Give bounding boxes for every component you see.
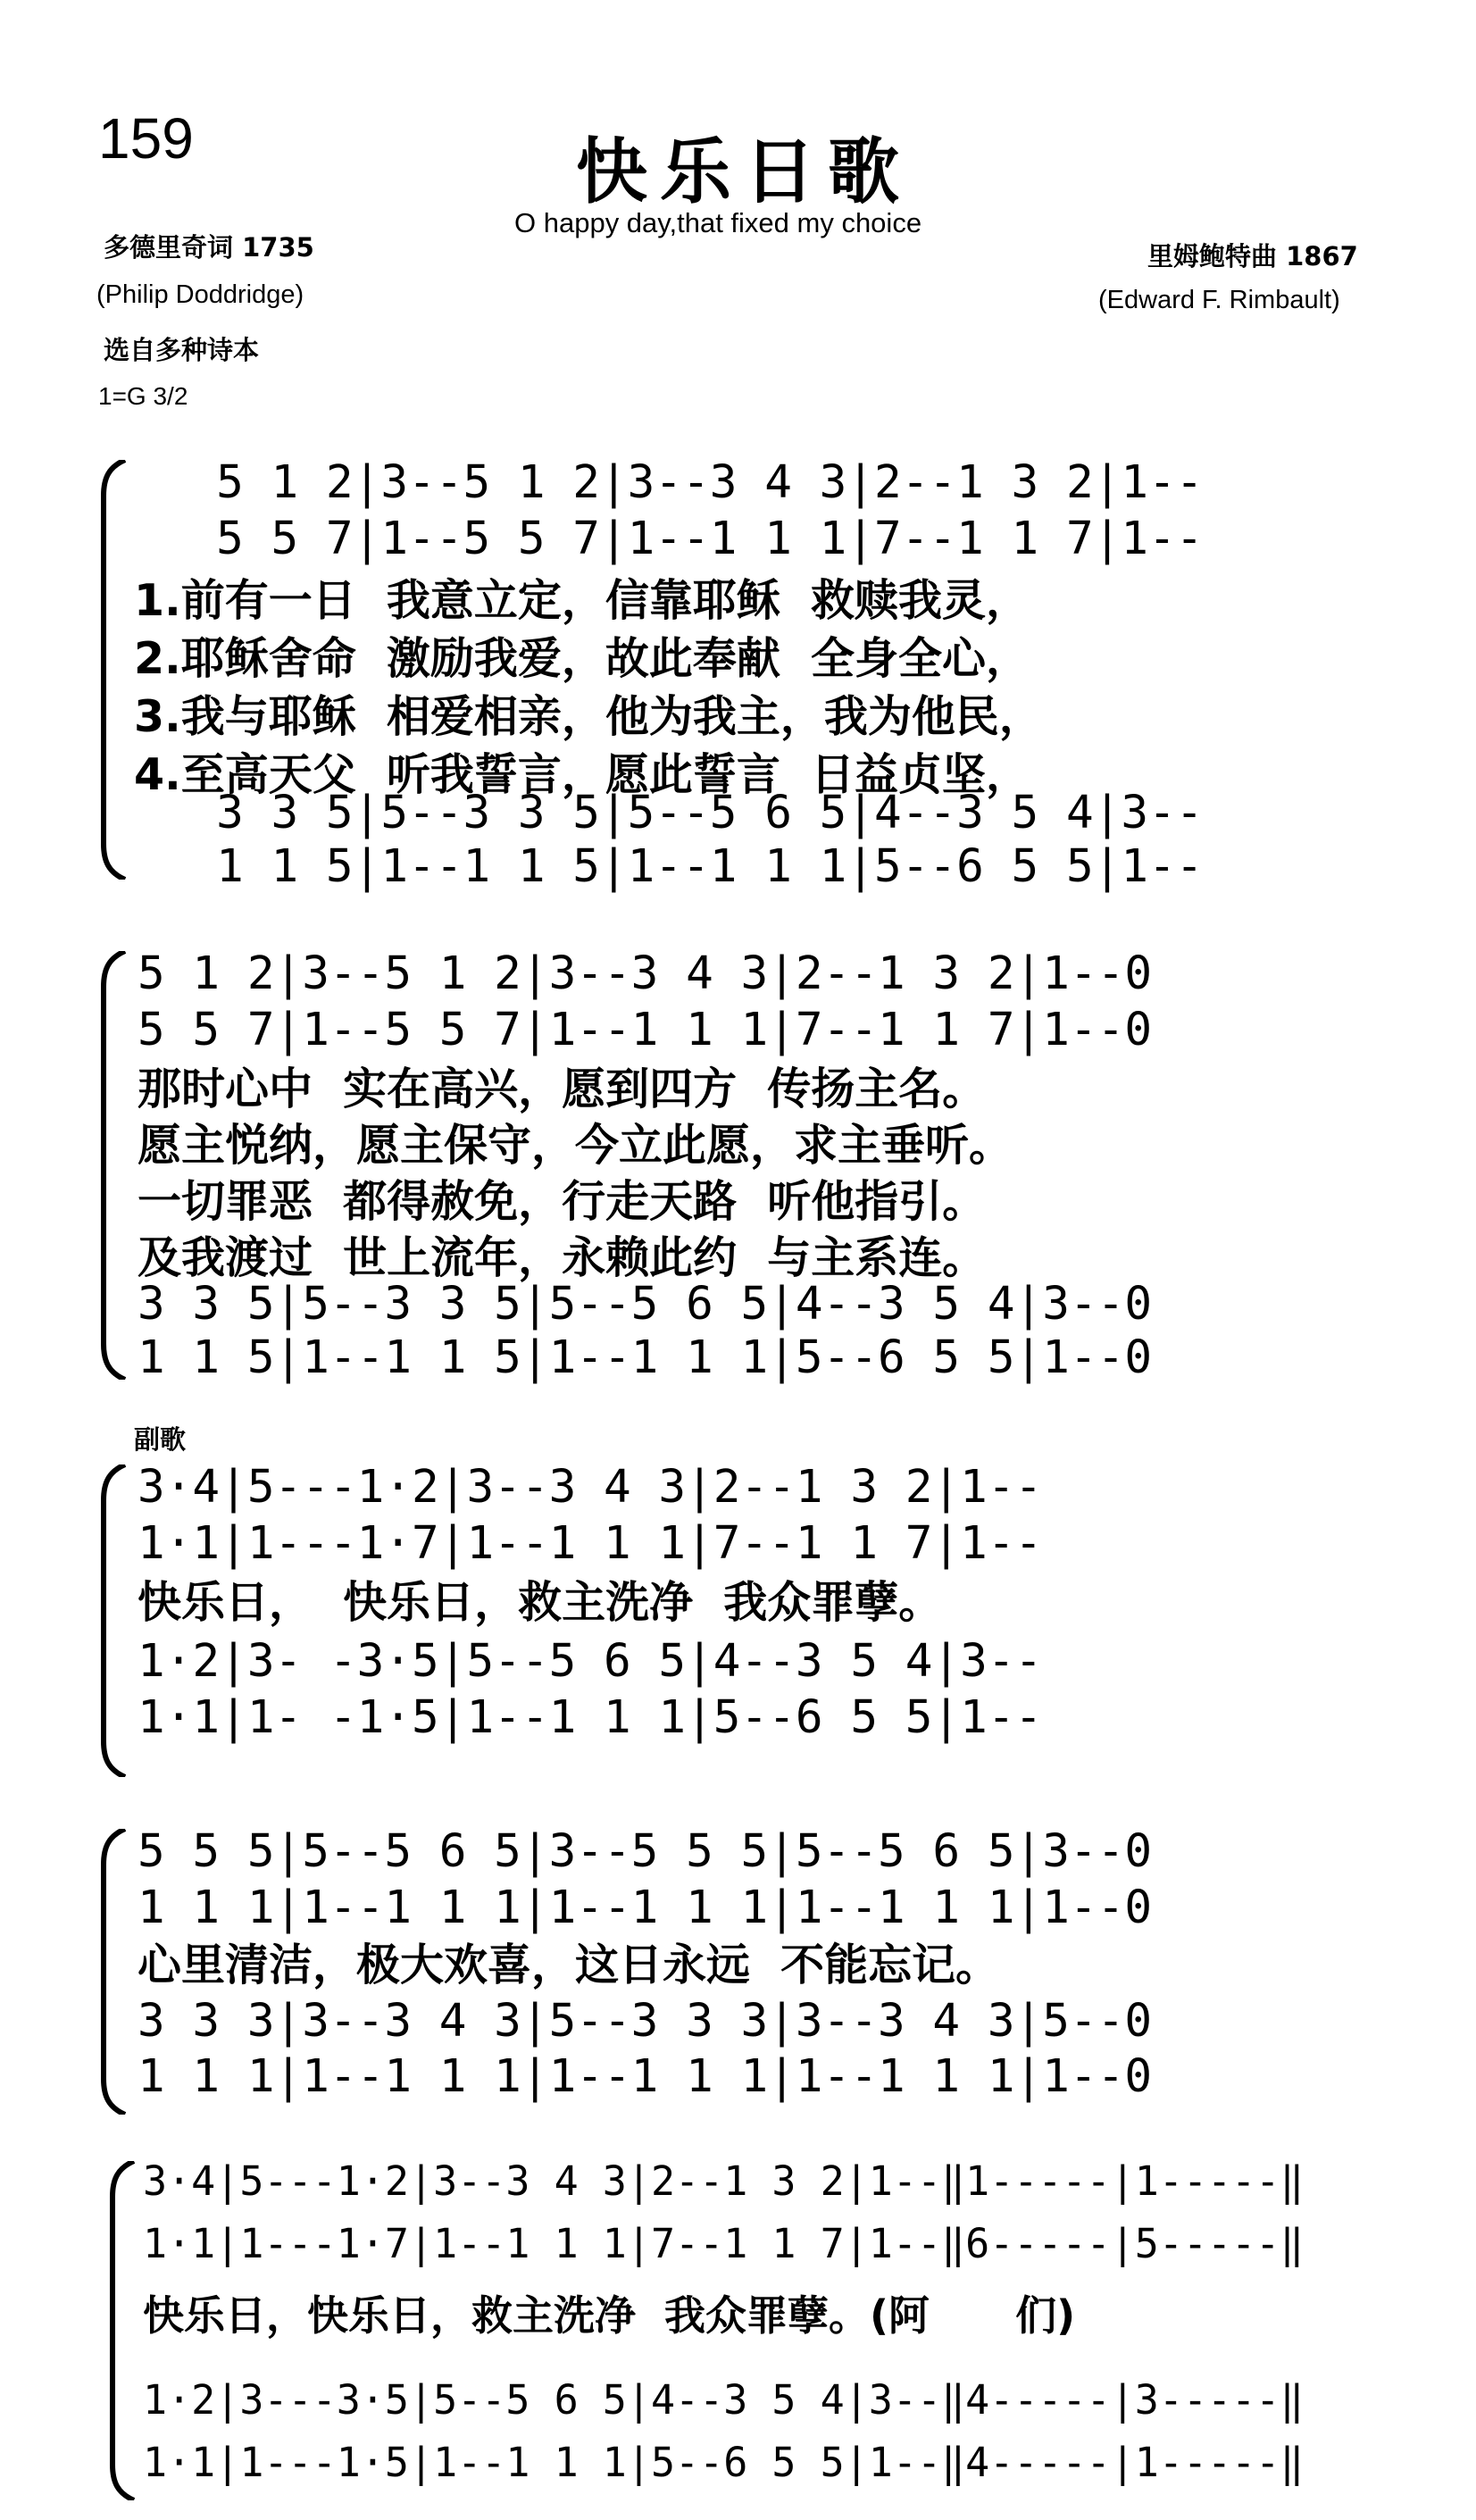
alto-line: 5 5 7|1--5 5 7|1--1 1 1|7--1 1 7|1--0: [138, 1004, 1153, 1056]
verse-lyric-4: 及我渡过 世上流年，永赖此约 与主系连。: [138, 1232, 987, 1283]
tenor-line: 3 3 3|3--3 4 3|5--3 3 3|3--3 4 3|5--0: [138, 1995, 1153, 2048]
verse-lyric-1: 心里清洁，极大欢喜，这日永远 不能忘记。: [138, 1940, 1000, 1990]
bass-line: 1·1|1- -1·5|1--1 1 1|5--6 5 5|1--: [138, 1691, 1043, 1744]
composer-english: (Edward F. Rimbault): [1098, 286, 1340, 314]
lyricist: 多德里奇词 1735: [104, 232, 314, 263]
soprano-line: 5 1 2|3--5 1 2|3--3 4 3|2--1 3 2|1--: [134, 456, 1204, 509]
lyrics-source: 选自多种诗本: [104, 335, 260, 365]
system-brace-icon: [98, 1464, 134, 1777]
verse-lyric-1: 1.前有一日 我意立定，信靠耶稣 救赎我灵，: [134, 575, 1030, 626]
key-signature: 1=G 3/2: [98, 382, 188, 410]
verse-lyric-3: 一切罪恶 都得赦免，行走天路 听他指引。: [138, 1176, 987, 1227]
alto-line: 1·1|1---1·7|1--1 1 1|7--1 1 7|1--: [138, 1517, 1043, 1570]
verse-lyric-1: 快乐日， 快乐日，救主洗净 我众罪孽。: [138, 1577, 943, 1628]
verse-lyric-2: 愿主悦纳，愿主保守，今立此愿，求主垂听。: [138, 1120, 1013, 1171]
chorus-label: 副歌: [134, 1424, 187, 1455]
alto-line: 5 5 7|1--5 5 7|1--1 1 1|7--1 1 7|1--: [134, 513, 1204, 565]
verse-lyric-1: 快乐日，快乐日，救主洗净 我众罪孽。(阿 们): [143, 2291, 1076, 2340]
system-brace-icon: [98, 460, 134, 880]
bass-line: 1 1 1|1--1 1 1|1--1 1 1|1--1 1 1|1--0: [138, 2050, 1153, 2103]
soprano-line: 3·4|5---1·2|3--3 4 3|2--1 3 2|1--: [138, 1461, 1043, 1514]
verse-lyric-4: 4.至高天父 听我誓言，愿此誓言 日益贞坚，: [134, 749, 1030, 800]
hymn-title: 快乐日歌: [576, 130, 912, 213]
verse-lyric-3: 3.我与耶稣 相爱相亲，他为我主，我为他民，: [134, 691, 1043, 742]
composer: 里姆鲍特曲 1867: [1147, 241, 1358, 271]
music-system: [98, 947, 1393, 1384]
alto-line: 1·1|1---1·7|1--1 1 1|7--1 1 7|1--‖6-----|5-----‖: [143, 2220, 1305, 2267]
soprano-line: 5 1 2|3--5 1 2|3--3 4 3|2--1 3 2|1--0: [138, 947, 1153, 1000]
music-system: [98, 1461, 1393, 1777]
lyricist-english: (Philip Doddridge): [96, 280, 304, 309]
bass-line: 1 1 5|1--1 1 5|1--1 1 1|5--6 5 5|1--: [134, 840, 1204, 893]
bass-line: 1 1 5|1--1 1 5|1--1 1 1|5--6 5 5|1--0: [138, 1331, 1153, 1384]
soprano-line: 3·4|5---1·2|3--3 4 3|2--1 3 2|1--‖1-----|1-----‖: [143, 2157, 1305, 2205]
system-brace-icon: [98, 1829, 134, 2115]
bass-line: 1·1|1---1·5|1--1 1 1|5--6 5 5|1--‖4-----|1-----‖: [143, 2439, 1305, 2486]
tenor-line: 1·2|3- -3·5|5--5 6 5|4--3 5 4|3--: [138, 1635, 1043, 1688]
verse-lyric-2: 2.耶稣舍命 激励我爱，故此奉献 全身全心，: [134, 633, 1030, 684]
hymn-number: 159: [98, 106, 194, 171]
tenor-line: 3 3 5|5--3 3 5|5--5 6 5|4--3 5 4|3--0: [138, 1278, 1153, 1331]
system-brace-icon: [98, 951, 134, 1380]
hymn-subtitle: O happy day,that fixed my choice: [514, 207, 922, 238]
verse-lyric-1: 那时心中 实在高兴，愿到四方 传扬主名。: [138, 1064, 987, 1114]
music-system: [98, 1825, 1393, 2115]
music-system: [107, 2157, 1402, 2500]
alto-line: 1 1 1|1--1 1 1|1--1 1 1|1--1 1 1|1--0: [138, 1882, 1153, 1934]
system-brace-icon: [107, 2161, 143, 2500]
soprano-line: 5 5 5|5--5 6 5|3--5 5 5|5--5 6 5|3--0: [138, 1825, 1153, 1878]
tenor-line: 3 3 5|5--3 3 5|5--5 6 5|4--3 5 4|3--: [134, 787, 1204, 839]
music-system: [98, 456, 1393, 893]
tenor-line: 1·2|3---3·5|5--5 6 5|4--3 5 4|3--‖4-----|3-----‖: [143, 2376, 1305, 2424]
